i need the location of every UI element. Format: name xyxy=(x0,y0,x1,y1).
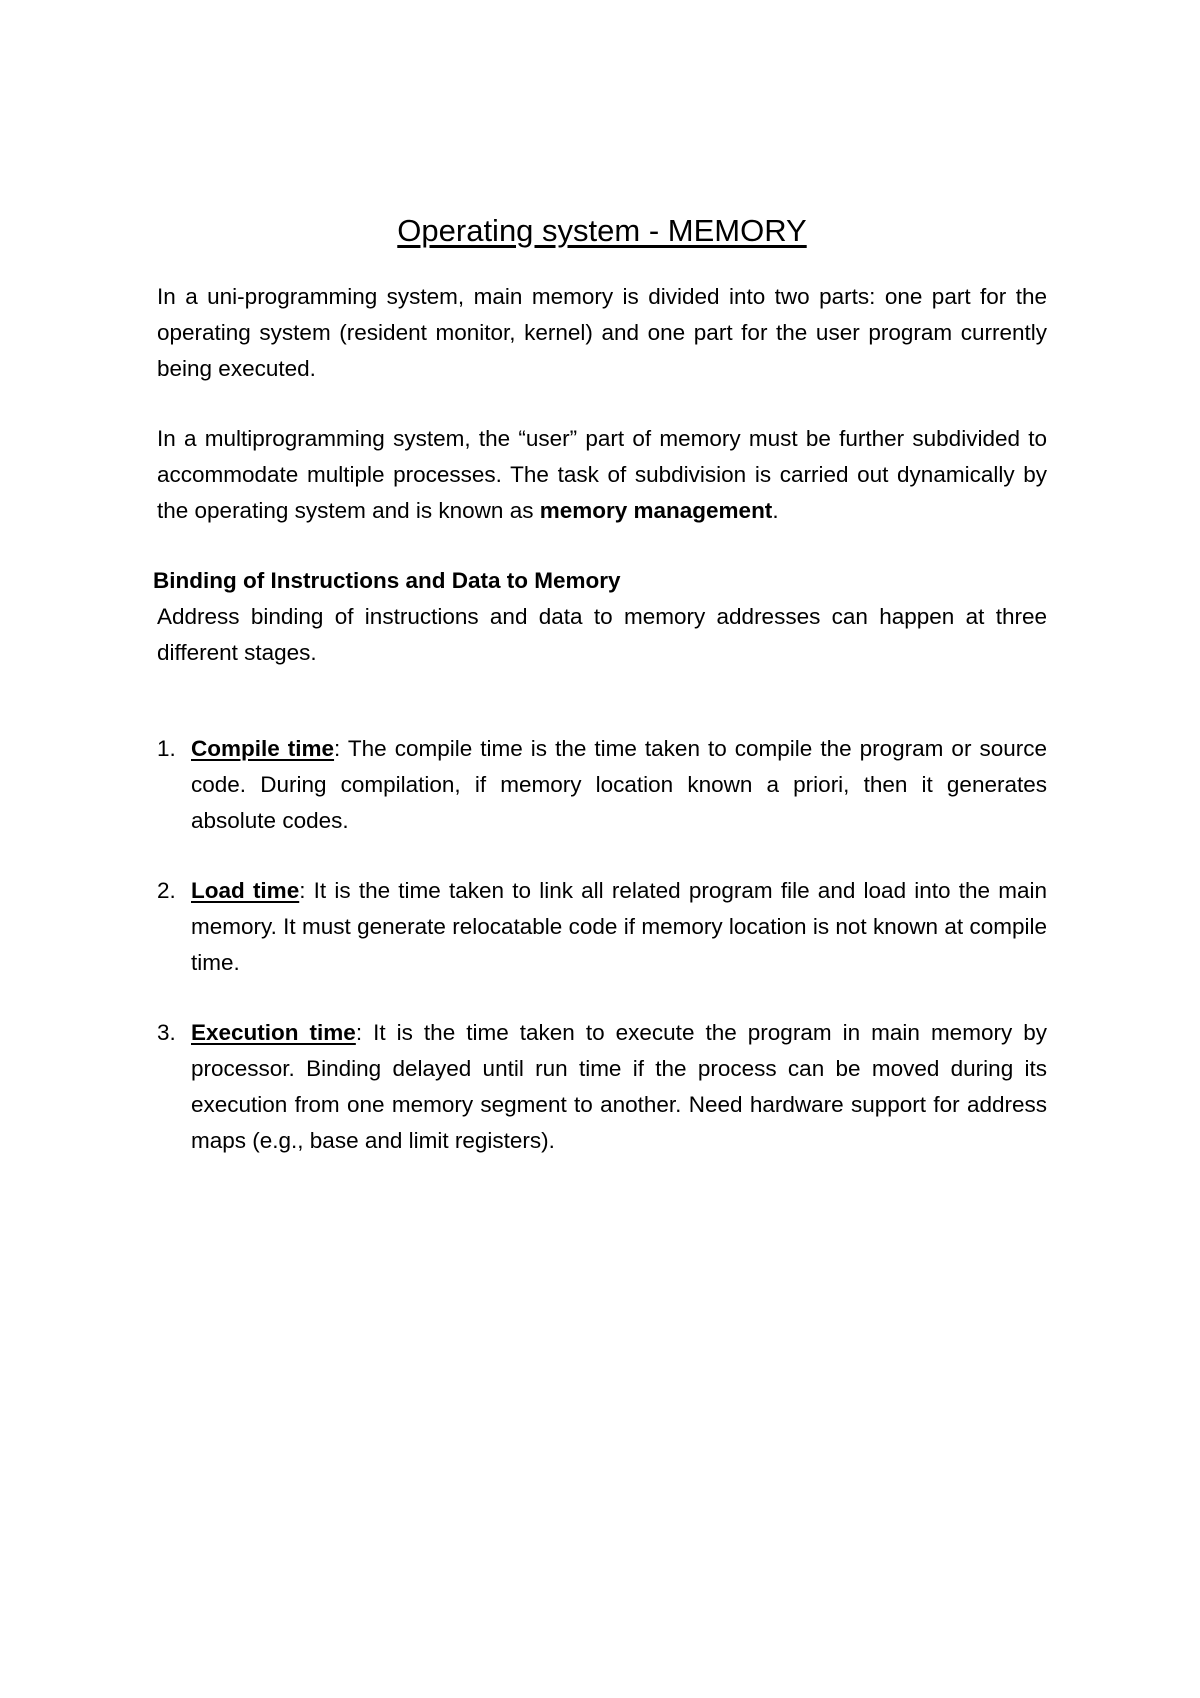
list-item-load-time xyxy=(157,873,1047,981)
multiprogramming-text-end: . xyxy=(772,498,779,523)
document-content xyxy=(153,211,1047,1193)
memory-management-term: memory management xyxy=(539,498,773,523)
stage-description: The compile time is the time taken to compile the program or source code. During compilation, if memory location known a priori, then it generates absolute codes. xyxy=(191,736,1047,833)
list-item-text xyxy=(191,873,1047,981)
list-item-text xyxy=(191,1015,1047,1159)
list-number: 1. xyxy=(157,736,176,761)
list-number: 2. xyxy=(157,878,176,903)
list-item-compile-time xyxy=(157,731,1047,839)
binding-stages-list xyxy=(157,731,1047,1159)
stage-separator: : xyxy=(299,878,306,903)
stage-term: Execution time xyxy=(191,1020,356,1045)
list-number: 3. xyxy=(157,1020,176,1045)
stage-term: Compile time xyxy=(191,736,335,761)
stage-separator: : xyxy=(355,1020,363,1045)
binding-section-intro: Address binding of instructions and data to memory addresses can happen at three different stages. xyxy=(157,604,1047,665)
binding-section-heading: Binding of Instructions and Data to Memory xyxy=(153,568,621,593)
uniprogramming-paragraph: In a uni-programming system, main memory is divided into two parts: one part for the operating system (resident monitor, kernel) and one part for the user program currently being executed. xyxy=(157,284,1047,381)
list-item-text xyxy=(191,731,1047,839)
multiprogramming-paragraph xyxy=(157,421,1047,529)
stage-separator: : xyxy=(334,736,341,761)
list-item-execution-time xyxy=(157,1015,1047,1159)
document-title: Operating system - MEMORY xyxy=(397,213,807,248)
multiprogramming-text: In a multiprogramming system, the “user” part of memory must be further subdivided to accommodate multiple processes. The task of subdivision is carried out dynamically by the operating system and is known as xyxy=(157,426,1047,523)
stage-description: It is the time taken to execute the program in main memory by processor. Binding delayed until run time if the process can be moved during its execution from one memory segment to another. Need hardware support for address maps (e.g., base and limit registers). xyxy=(191,1020,1047,1153)
stage-term: Load time xyxy=(191,878,300,903)
stage-description: It is the time taken to link all related program file and load into the main memory. It must generate relocatable code if memory location is not known at compile time. xyxy=(191,878,1047,975)
